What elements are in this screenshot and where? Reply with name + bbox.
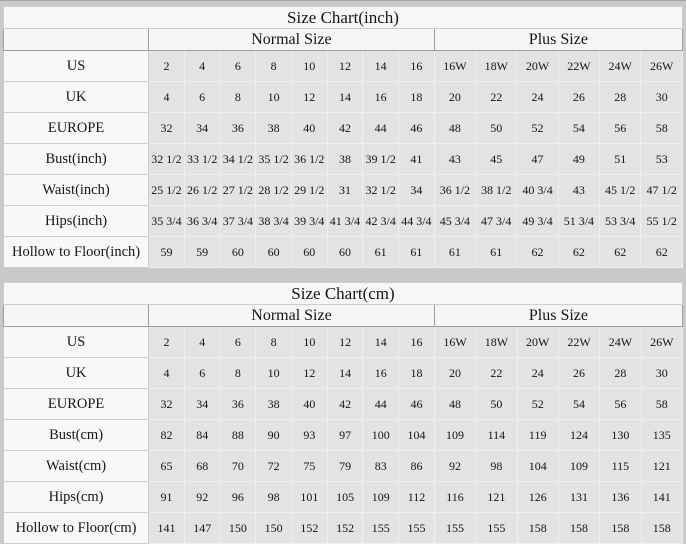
size-cell: 84 bbox=[184, 420, 220, 451]
normal-size-header: Normal Size bbox=[149, 305, 435, 327]
size-cell: 49 3/4 bbox=[517, 206, 558, 237]
size-cell: 14 bbox=[363, 51, 399, 82]
size-cell: 82 bbox=[149, 420, 185, 451]
size-cell: 114 bbox=[476, 420, 517, 451]
table-row bbox=[4, 420, 683, 451]
size-cell: 116 bbox=[434, 482, 475, 513]
size-cell: 48 bbox=[434, 389, 475, 420]
size-cell: 28 bbox=[600, 82, 641, 113]
size-cell: 96 bbox=[220, 482, 256, 513]
size-cell: 52 bbox=[517, 389, 558, 420]
size-cell: 45 bbox=[476, 144, 517, 175]
table-row bbox=[4, 144, 683, 175]
size-cell: 35 3/4 bbox=[149, 206, 185, 237]
size-cell: 50 bbox=[476, 389, 517, 420]
size-cell: 75 bbox=[292, 451, 328, 482]
size-cell: 6 bbox=[184, 82, 220, 113]
size-cell: 158 bbox=[641, 513, 682, 544]
size-cell: 16 bbox=[363, 358, 399, 389]
table-row bbox=[4, 175, 683, 206]
row-label: US bbox=[4, 51, 149, 82]
size-cell: 152 bbox=[327, 513, 363, 544]
size-cell: 32 1/2 bbox=[363, 175, 399, 206]
size-cell: 104 bbox=[399, 420, 435, 451]
size-cell: 12 bbox=[292, 358, 328, 389]
row-label: Waist(inch) bbox=[4, 175, 149, 206]
size-table-inch bbox=[3, 6, 683, 268]
size-cell: 12 bbox=[291, 82, 327, 113]
table-row bbox=[4, 327, 683, 358]
size-cell: 60 bbox=[220, 237, 256, 268]
size-cell: 6 bbox=[220, 327, 256, 358]
size-cell: 6 bbox=[184, 358, 220, 389]
size-cell: 141 bbox=[149, 513, 185, 544]
size-cell: 158 bbox=[517, 513, 558, 544]
size-cell: 24 bbox=[517, 82, 558, 113]
size-cell: 62 bbox=[558, 237, 599, 268]
size-cell: 100 bbox=[363, 420, 399, 451]
size-cell: 35 1/2 bbox=[256, 144, 292, 175]
size-cell: 34 bbox=[184, 389, 220, 420]
size-cell: 101 bbox=[292, 482, 328, 513]
table-title-inch: Size Chart(inch) bbox=[4, 7, 683, 29]
table-row bbox=[4, 51, 683, 82]
size-cell: 98 bbox=[256, 482, 292, 513]
size-cell: 155 bbox=[434, 513, 475, 544]
size-group-header-row bbox=[4, 305, 683, 327]
size-cell: 16 bbox=[399, 51, 435, 82]
size-cell: 8 bbox=[220, 358, 256, 389]
row-label: Hips(cm) bbox=[4, 482, 149, 513]
size-cell: 20W bbox=[517, 51, 558, 82]
size-cell: 4 bbox=[184, 51, 220, 82]
size-cell: 119 bbox=[517, 420, 558, 451]
size-cell: 93 bbox=[292, 420, 328, 451]
plus-size-header: Plus Size bbox=[434, 29, 682, 51]
size-cell: 46 bbox=[399, 113, 435, 144]
size-cell: 51 3/4 bbox=[558, 206, 599, 237]
size-cell: 16W bbox=[434, 51, 475, 82]
size-cell: 55 1/2 bbox=[641, 206, 683, 237]
size-cell: 41 3/4 bbox=[327, 206, 363, 237]
size-cell: 59 bbox=[149, 237, 185, 268]
size-cell: 22W bbox=[558, 327, 599, 358]
size-cell: 155 bbox=[363, 513, 399, 544]
size-cell: 79 bbox=[327, 451, 363, 482]
size-cell: 2 bbox=[149, 51, 185, 82]
row-label: EUROPE bbox=[4, 113, 149, 144]
size-cell: 92 bbox=[434, 451, 475, 482]
size-cell: 61 bbox=[434, 237, 475, 268]
size-cell: 38 bbox=[256, 113, 292, 144]
size-cell: 36 bbox=[220, 389, 256, 420]
size-cell: 135 bbox=[641, 420, 682, 451]
size-cell: 30 bbox=[641, 82, 683, 113]
row-label: UK bbox=[4, 82, 149, 113]
size-cell: 124 bbox=[558, 420, 599, 451]
size-cell: 18 bbox=[399, 82, 435, 113]
row-label: EUROPE bbox=[4, 389, 149, 420]
size-cell: 46 bbox=[399, 389, 435, 420]
size-cell: 10 bbox=[256, 358, 292, 389]
size-cell: 97 bbox=[327, 420, 363, 451]
size-cell: 91 bbox=[149, 482, 185, 513]
size-cell: 38 bbox=[256, 389, 292, 420]
size-cell: 62 bbox=[517, 237, 558, 268]
size-cell: 109 bbox=[363, 482, 399, 513]
size-cell: 10 bbox=[292, 327, 328, 358]
size-cell: 147 bbox=[184, 513, 220, 544]
size-cell: 6 bbox=[220, 51, 256, 82]
table-row bbox=[4, 237, 683, 268]
size-cell: 42 3/4 bbox=[363, 206, 399, 237]
size-cell: 36 1/2 bbox=[291, 144, 327, 175]
size-cell: 40 bbox=[291, 113, 327, 144]
size-table-cm bbox=[3, 282, 683, 544]
size-cell: 60 bbox=[291, 237, 327, 268]
size-cell: 49 bbox=[558, 144, 599, 175]
size-cell: 2 bbox=[149, 327, 185, 358]
size-cell: 60 bbox=[256, 237, 292, 268]
table-row bbox=[4, 358, 683, 389]
size-cell: 34 1/2 bbox=[220, 144, 256, 175]
size-cell: 45 3/4 bbox=[434, 206, 475, 237]
size-cell: 86 bbox=[399, 451, 435, 482]
size-cell: 18W bbox=[476, 51, 517, 82]
size-cell: 12 bbox=[327, 51, 363, 82]
table-title-row bbox=[4, 7, 683, 29]
size-cell: 22 bbox=[476, 82, 517, 113]
size-cell: 109 bbox=[434, 420, 475, 451]
size-table-body-inch bbox=[4, 51, 683, 268]
size-cell: 33 1/2 bbox=[184, 144, 220, 175]
size-cell: 44 bbox=[363, 113, 399, 144]
size-cell: 158 bbox=[558, 513, 599, 544]
size-cell: 115 bbox=[600, 451, 641, 482]
row-label: Hips(inch) bbox=[4, 206, 149, 237]
size-table-body-cm bbox=[4, 327, 683, 544]
size-cell: 38 bbox=[327, 144, 363, 175]
size-cell: 4 bbox=[149, 358, 185, 389]
size-cell: 4 bbox=[184, 327, 220, 358]
table-row bbox=[4, 113, 683, 144]
table-row bbox=[4, 206, 683, 237]
size-cell: 25 1/2 bbox=[149, 175, 185, 206]
size-cell: 61 bbox=[363, 237, 399, 268]
size-cell: 10 bbox=[256, 82, 292, 113]
size-cell: 58 bbox=[641, 389, 682, 420]
size-cell: 155 bbox=[399, 513, 435, 544]
size-cell: 44 bbox=[363, 389, 399, 420]
size-cell: 39 1/2 bbox=[363, 144, 399, 175]
size-cell: 36 3/4 bbox=[184, 206, 220, 237]
size-cell: 150 bbox=[220, 513, 256, 544]
size-cell: 42 bbox=[327, 389, 363, 420]
row-label: Bust(inch) bbox=[4, 144, 149, 175]
size-cell: 105 bbox=[327, 482, 363, 513]
table-row bbox=[4, 82, 683, 113]
size-cell: 32 bbox=[149, 113, 185, 144]
row-label: Hollow to Floor(cm) bbox=[4, 513, 149, 544]
size-cell: 32 bbox=[149, 389, 185, 420]
size-cell: 28 1/2 bbox=[256, 175, 292, 206]
size-cell: 10 bbox=[291, 51, 327, 82]
row-label: UK bbox=[4, 358, 149, 389]
size-cell: 51 bbox=[600, 144, 641, 175]
size-cell: 61 bbox=[399, 237, 435, 268]
plus-size-header: Plus Size bbox=[434, 305, 682, 327]
size-cell: 43 bbox=[434, 144, 475, 175]
size-cell: 88 bbox=[220, 420, 256, 451]
size-cell: 27 1/2 bbox=[220, 175, 256, 206]
size-cell: 16W bbox=[434, 327, 475, 358]
size-cell: 8 bbox=[256, 327, 292, 358]
size-cell: 47 3/4 bbox=[476, 206, 517, 237]
size-cell: 37 3/4 bbox=[220, 206, 256, 237]
size-cell: 8 bbox=[220, 82, 256, 113]
empty-corner-cell bbox=[4, 29, 149, 51]
size-cell: 20 bbox=[434, 82, 475, 113]
size-cell: 50 bbox=[476, 113, 517, 144]
size-cell: 26W bbox=[641, 51, 683, 82]
size-cell: 24 bbox=[517, 358, 558, 389]
size-cell: 18W bbox=[476, 327, 517, 358]
normal-size-header: Normal Size bbox=[149, 29, 435, 51]
size-cell: 56 bbox=[600, 389, 641, 420]
table-row bbox=[4, 389, 683, 420]
table-title-row bbox=[4, 283, 683, 305]
size-cell: 72 bbox=[256, 451, 292, 482]
size-cell: 40 bbox=[292, 389, 328, 420]
size-cell: 26 bbox=[558, 82, 599, 113]
size-cell: 43 bbox=[558, 175, 599, 206]
table-row bbox=[4, 451, 683, 482]
size-cell: 24W bbox=[600, 51, 641, 82]
size-cell: 20W bbox=[517, 327, 558, 358]
size-cell: 4 bbox=[149, 82, 185, 113]
size-cell: 29 1/2 bbox=[291, 175, 327, 206]
size-cell: 61 bbox=[476, 237, 517, 268]
size-cell: 36 1/2 bbox=[434, 175, 475, 206]
size-cell: 16 bbox=[399, 327, 435, 358]
size-cell: 39 3/4 bbox=[291, 206, 327, 237]
size-cell: 112 bbox=[399, 482, 435, 513]
size-cell: 58 bbox=[641, 113, 683, 144]
size-cell: 38 1/2 bbox=[476, 175, 517, 206]
size-cell: 8 bbox=[256, 51, 292, 82]
table-title-cm: Size Chart(cm) bbox=[4, 283, 683, 305]
size-cell: 109 bbox=[558, 451, 599, 482]
size-cell: 70 bbox=[220, 451, 256, 482]
size-cell: 121 bbox=[641, 451, 682, 482]
empty-corner-cell bbox=[4, 305, 149, 327]
size-cell: 20 bbox=[434, 358, 475, 389]
size-group-header-row bbox=[4, 29, 683, 51]
row-label: Bust(cm) bbox=[4, 420, 149, 451]
size-cell: 53 bbox=[641, 144, 683, 175]
size-cell: 54 bbox=[558, 113, 599, 144]
row-label: Waist(cm) bbox=[4, 451, 149, 482]
size-cell: 22W bbox=[558, 51, 599, 82]
size-cell: 40 3/4 bbox=[517, 175, 558, 206]
size-cell: 12 bbox=[327, 327, 363, 358]
size-cell: 36 bbox=[220, 113, 256, 144]
size-cell: 56 bbox=[600, 113, 641, 144]
size-cell: 131 bbox=[558, 482, 599, 513]
size-cell: 14 bbox=[327, 82, 363, 113]
size-cell: 34 bbox=[184, 113, 220, 144]
size-cell: 38 3/4 bbox=[256, 206, 292, 237]
size-cell: 65 bbox=[149, 451, 185, 482]
size-cell: 62 bbox=[600, 237, 641, 268]
row-label: US bbox=[4, 327, 149, 358]
size-cell: 34 bbox=[399, 175, 435, 206]
size-cell: 14 bbox=[327, 358, 363, 389]
size-cell: 30 bbox=[641, 358, 682, 389]
size-cell: 136 bbox=[600, 482, 641, 513]
size-cell: 126 bbox=[517, 482, 558, 513]
size-cell: 28 bbox=[600, 358, 641, 389]
size-cell: 155 bbox=[476, 513, 517, 544]
size-cell: 24W bbox=[600, 327, 641, 358]
size-cell: 130 bbox=[600, 420, 641, 451]
table-row bbox=[4, 513, 683, 544]
size-cell: 59 bbox=[184, 237, 220, 268]
size-cell: 31 bbox=[327, 175, 363, 206]
size-cell: 18 bbox=[399, 358, 435, 389]
size-cell: 83 bbox=[363, 451, 399, 482]
size-cell: 60 bbox=[327, 237, 363, 268]
table-row bbox=[4, 482, 683, 513]
size-cell: 92 bbox=[184, 482, 220, 513]
size-cell: 26W bbox=[641, 327, 682, 358]
size-cell: 47 bbox=[517, 144, 558, 175]
size-cell: 152 bbox=[292, 513, 328, 544]
size-cell: 26 bbox=[558, 358, 599, 389]
size-cell: 22 bbox=[476, 358, 517, 389]
size-cell: 45 1/2 bbox=[600, 175, 641, 206]
size-cell: 14 bbox=[363, 327, 399, 358]
size-cell: 26 1/2 bbox=[184, 175, 220, 206]
row-label: Hollow to Floor(inch) bbox=[4, 237, 149, 268]
size-cell: 90 bbox=[256, 420, 292, 451]
size-cell: 42 bbox=[327, 113, 363, 144]
size-cell: 52 bbox=[517, 113, 558, 144]
size-cell: 47 1/2 bbox=[641, 175, 683, 206]
size-cell: 48 bbox=[434, 113, 475, 144]
size-cell: 16 bbox=[363, 82, 399, 113]
size-cell: 54 bbox=[558, 389, 599, 420]
size-cell: 121 bbox=[476, 482, 517, 513]
size-cell: 62 bbox=[641, 237, 683, 268]
size-cell: 141 bbox=[641, 482, 682, 513]
size-cell: 68 bbox=[184, 451, 220, 482]
size-cell: 104 bbox=[517, 451, 558, 482]
size-cell: 44 3/4 bbox=[399, 206, 435, 237]
size-cell: 41 bbox=[399, 144, 435, 175]
size-cell: 98 bbox=[476, 451, 517, 482]
size-cell: 158 bbox=[600, 513, 641, 544]
size-cell: 53 3/4 bbox=[600, 206, 641, 237]
size-cell: 150 bbox=[256, 513, 292, 544]
size-cell: 32 1/2 bbox=[149, 144, 185, 175]
